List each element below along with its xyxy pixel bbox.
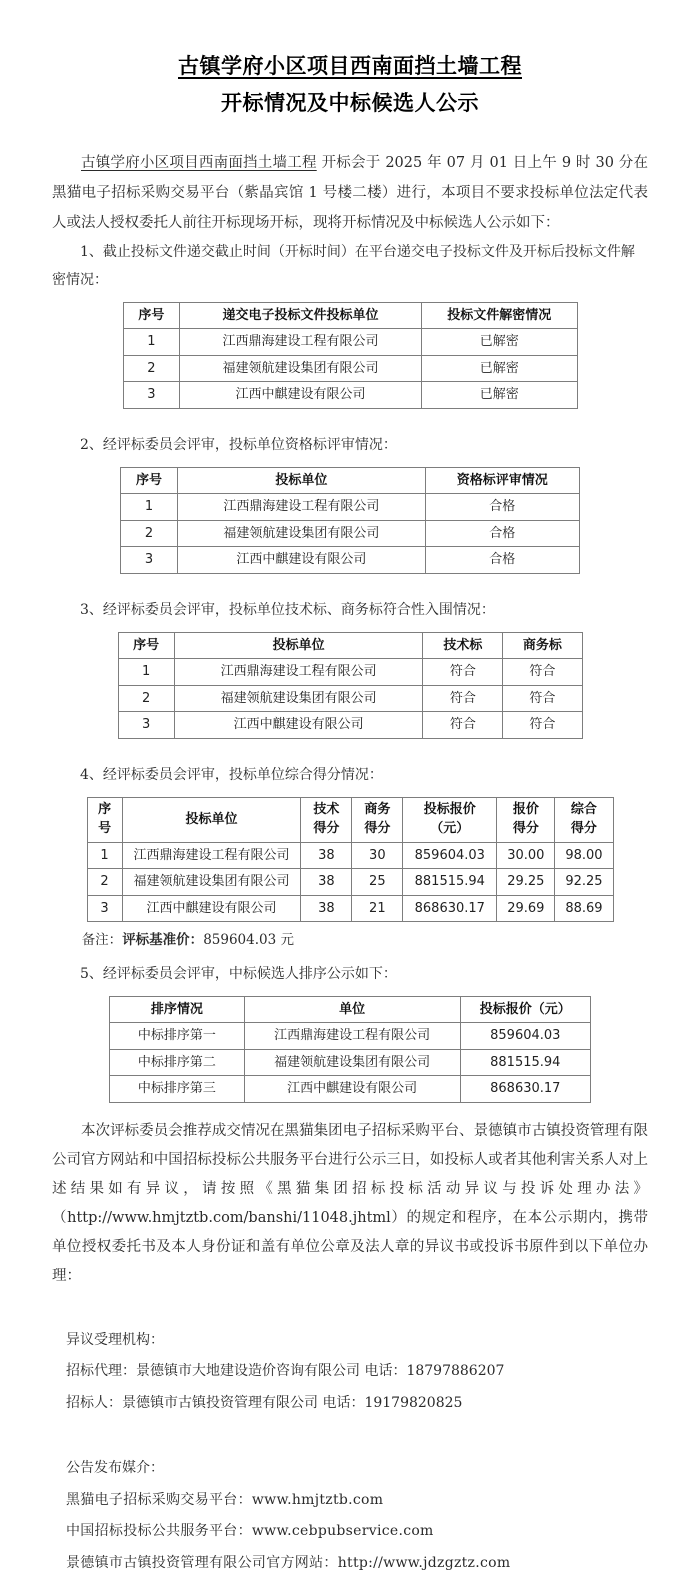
- cell-unit: 福建领航建设集团有限公司: [122, 869, 301, 896]
- table-header-row: [110, 996, 591, 1023]
- cell-unit: 江西中麒建设有限公司: [244, 1076, 460, 1103]
- table-header-row: [87, 797, 613, 842]
- cell-total-score: 88.69: [555, 895, 613, 922]
- cell-unit: 江西鼎海建设工程有限公司: [180, 329, 422, 356]
- cell-unit: 江西中麒建设有限公司: [180, 382, 422, 409]
- section-5-heading: 5、经评标委员会评审，中标候选人排序公示如下：: [80, 965, 397, 982]
- table-row: [121, 520, 580, 547]
- cell-business: 符合: [503, 712, 582, 739]
- cell-price-score: 30.00: [497, 842, 555, 869]
- media-platform-3: 景德镇市古镇投资管理有限公司官方网站：http://www.jdzgztz.com: [66, 1554, 511, 1571]
- cell-ranking: 中标排序第二: [110, 1049, 245, 1076]
- table-row: [110, 1076, 591, 1103]
- table-header-row: [123, 302, 577, 329]
- media-platform-2: 中国招标投标公共服务平台：www.cebpubservice.com: [66, 1523, 434, 1540]
- comprehensive-score-table: [87, 797, 614, 922]
- cell-business-score: 30: [352, 842, 403, 869]
- note-bold-label: 评标基准价：: [122, 932, 204, 949]
- cell-unit: 江西鼎海建设工程有限公司: [178, 494, 425, 521]
- cell-price-score: 29.25: [497, 869, 555, 896]
- table-row: [87, 842, 613, 869]
- cell-unit: 江西鼎海建设工程有限公司: [174, 659, 423, 686]
- cell-no: 2: [123, 355, 180, 382]
- table-5-wrap: [0, 996, 700, 1103]
- cell-no: 3: [87, 895, 122, 922]
- cell-status: 已解密: [421, 355, 577, 382]
- cell-technical: 符合: [423, 659, 503, 686]
- table-row: [118, 659, 582, 686]
- cell-no: 1: [123, 329, 180, 356]
- intro-project-name: 古镇学府小区项目西南面挡土墙工程: [81, 154, 317, 171]
- table-row: [110, 1049, 591, 1076]
- table-2-wrap: [0, 467, 700, 574]
- media-heading: 公告发布媒介：: [66, 1460, 164, 1477]
- cell-unit: 福建领航建设集团有限公司: [174, 685, 423, 712]
- cell-no: 3: [121, 547, 178, 574]
- th-bid-price: 投标报价 （元）: [403, 797, 497, 842]
- table-row: [123, 329, 577, 356]
- cell-bid-price: 859604.03: [403, 842, 497, 869]
- th-unit: 投标单位: [178, 467, 425, 494]
- cell-business-score: 25: [352, 869, 403, 896]
- cell-qualification: 合格: [425, 547, 579, 574]
- cell-business: 符合: [503, 659, 582, 686]
- cell-business: 符合: [503, 685, 582, 712]
- table-row: [87, 895, 613, 922]
- cell-bid-price: 859604.03: [460, 1023, 590, 1050]
- cell-unit: 江西鼎海建设工程有限公司: [244, 1023, 460, 1050]
- cell-status: 已解密: [421, 382, 577, 409]
- section-4-heading: 4、经评标委员会评审，投标单位综合得分情况：: [80, 766, 383, 783]
- contact-section: [52, 1325, 648, 1420]
- th-no: 序号: [118, 632, 174, 659]
- closing-paragraph: 本次评标委员会推荐成交情况在黑猫集团电子招标采购平台、景德镇市古镇投资管理有限公司官方网站和中国招标投标公共服务平台进行公示三日，如投标人或者其他利害关系人对上述结果如有异议，请按照《黑猫集团招标投标活动异议与投诉处理办法》（http://www.hmjtztb.com/banshi/11048.jhtml）的规定和程序，在本公示期内，携带单位授权委托书及本人身份证和盖有单位公章及法人章的异议书或投诉书原件到以下单位办理：: [52, 1122, 648, 1284]
- page-title: [0, 48, 700, 122]
- note-label: 备注：: [81, 932, 123, 949]
- th-qualification: 资格标评审情况: [425, 467, 579, 494]
- th-price-score: 报价 得分: [497, 797, 555, 842]
- table-header-row: [118, 632, 582, 659]
- cell-unit: 江西中麒建设有限公司: [174, 712, 423, 739]
- cell-no: 3: [123, 382, 180, 409]
- cell-price-score: 29.69: [497, 895, 555, 922]
- th-total-score: 综合 得分: [555, 797, 613, 842]
- compliance-review-table: [118, 632, 583, 739]
- th-no: 序号: [123, 302, 180, 329]
- media-platform-1: 黑猫电子招标采购交易平台：www.hmjtztb.com: [66, 1491, 384, 1508]
- table-4-wrap: [0, 797, 700, 922]
- section-3-heading: 3、经评标委员会评审，投标单位技术标、商务标符合性入围情况：: [80, 601, 495, 618]
- cell-no: 1: [87, 842, 122, 869]
- cell-unit: 福建领航建设集团有限公司: [178, 520, 425, 547]
- th-technical: 技术标: [423, 632, 503, 659]
- table-row: [110, 1023, 591, 1050]
- cell-unit: 江西中麒建设有限公司: [178, 547, 425, 574]
- th-unit: 投标单位: [122, 797, 301, 842]
- cell-no: 3: [118, 712, 174, 739]
- table-row: [121, 494, 580, 521]
- cell-technical-score: 38: [301, 869, 352, 896]
- table-3-wrap: [0, 632, 700, 739]
- cell-no: 2: [118, 685, 174, 712]
- note-value: 859604.03 元: [203, 932, 294, 949]
- cell-no: 1: [121, 494, 178, 521]
- cell-no: 1: [118, 659, 174, 686]
- cell-technical-score: 38: [301, 895, 352, 922]
- cell-qualification: 合格: [425, 494, 579, 521]
- cell-technical-score: 38: [301, 842, 352, 869]
- th-ranking: 排序情况: [110, 996, 245, 1023]
- agent-contact: 招标代理：景德镇市大地建设造价咨询有限公司 电话：18797886207: [66, 1363, 505, 1380]
- cell-no: 2: [87, 869, 122, 896]
- cell-ranking: 中标排序第一: [110, 1023, 245, 1050]
- table-1-wrap: [0, 302, 700, 409]
- th-status: 投标文件解密情况: [421, 302, 577, 329]
- table-row: [123, 382, 577, 409]
- cell-ranking: 中标排序第三: [110, 1076, 245, 1103]
- th-no: 序号: [121, 467, 178, 494]
- cell-bid-price: 868630.17: [403, 895, 497, 922]
- th-business: 商务标: [503, 632, 582, 659]
- qualification-review-table: [120, 467, 580, 574]
- th-unit: 递交电子投标文件投标单位: [180, 302, 422, 329]
- section-1-heading: 1、截止投标文件递交截止时间（开标时间）在平台递交电子投标文件及开标后投标文件解密情况：: [52, 243, 635, 288]
- table-row: [118, 712, 582, 739]
- cell-total-score: 98.00: [555, 842, 613, 869]
- th-no: 序 号: [87, 797, 122, 842]
- cell-total-score: 92.25: [555, 869, 613, 896]
- cell-unit: 江西鼎海建设工程有限公司: [122, 842, 301, 869]
- cell-unit: 福建领航建设集团有限公司: [180, 355, 422, 382]
- cell-no: 2: [121, 520, 178, 547]
- title-line-1: 古镇学府小区项目西南面挡土墙工程: [178, 54, 522, 78]
- cell-bid-price: 868630.17: [460, 1076, 590, 1103]
- table-row: [121, 547, 580, 574]
- cell-unit: 江西中麒建设有限公司: [122, 895, 301, 922]
- cell-status: 已解密: [421, 329, 577, 356]
- table-row: [118, 685, 582, 712]
- th-unit: 投标单位: [174, 632, 423, 659]
- section-2-heading: 2、经评标委员会评审，投标单位资格标评审情况：: [80, 436, 397, 453]
- th-bid-price: 投标报价（元）: [460, 996, 590, 1023]
- objection-heading: 异议受理机构：: [66, 1331, 164, 1348]
- table-row: [123, 355, 577, 382]
- candidate-ranking-table: [109, 996, 591, 1103]
- th-technical-score: 技术 得分: [301, 797, 352, 842]
- benchmark-price-note: [52, 928, 648, 954]
- cell-bid-price: 881515.94: [403, 869, 497, 896]
- table-header-row: [121, 467, 580, 494]
- media-section: [52, 1453, 648, 1579]
- cell-unit: 福建领航建设集团有限公司: [244, 1049, 460, 1076]
- intro-body: 开标会于 2025 年 07 月 01 日上午 9 时 30 分在黑猫电子招标采购交易平台（紫晶宾馆 1 号楼二楼）进行，本项目不要求投标单位法定代表人或法人授权委托人前往开标现场开标，现将开标情况及中标候选人公示如下：: [52, 154, 649, 231]
- cell-technical: 符合: [423, 712, 503, 739]
- decryption-status-table: [123, 302, 578, 409]
- tenderer-contact: 招标人：景德镇市古镇投资管理有限公司 电话：19179820825: [66, 1394, 463, 1411]
- intro-paragraph: [52, 148, 648, 238]
- th-unit: 单位: [244, 996, 460, 1023]
- cell-technical: 符合: [423, 685, 503, 712]
- cell-business-score: 21: [352, 895, 403, 922]
- cell-qualification: 合格: [425, 520, 579, 547]
- cell-bid-price: 881515.94: [460, 1049, 590, 1076]
- th-business-score: 商务 得分: [352, 797, 403, 842]
- title-line-2: 开标情况及中标候选人公示: [221, 90, 479, 115]
- table-row: [87, 869, 613, 896]
